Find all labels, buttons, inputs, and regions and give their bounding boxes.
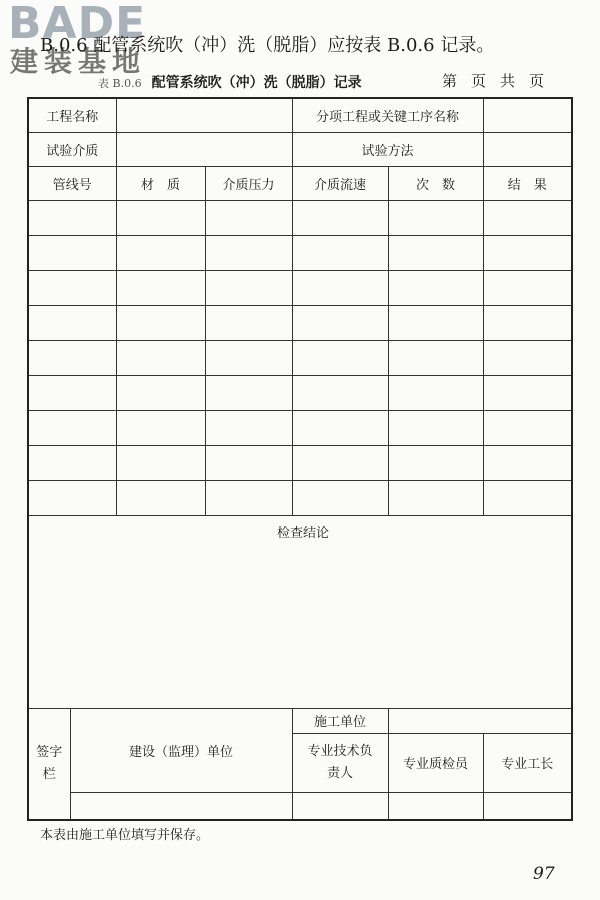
table-cell[interactable] bbox=[28, 445, 116, 480]
col-header-count: 次 数 bbox=[388, 166, 483, 200]
table-cell[interactable] bbox=[483, 235, 572, 270]
table-cell[interactable] bbox=[483, 270, 572, 305]
sub-project-label: 分项工程或关键工序名称 bbox=[292, 98, 483, 132]
table-number: 表 B.0.6 bbox=[98, 77, 142, 90]
supervision-unit-label: 建设（监理）单位 bbox=[70, 708, 292, 792]
table-cell[interactable] bbox=[28, 270, 116, 305]
foreman-label: 专业工长 bbox=[483, 733, 572, 792]
table-cell[interactable] bbox=[116, 480, 205, 515]
table-cell[interactable] bbox=[116, 340, 205, 375]
table-cell[interactable] bbox=[116, 235, 205, 270]
test-method-label: 试验方法 bbox=[292, 132, 483, 166]
table-cell[interactable] bbox=[205, 410, 292, 445]
quality-inspector-label: 专业质检员 bbox=[388, 733, 483, 792]
sub-project-value[interactable] bbox=[483, 98, 572, 132]
page-number: 97 bbox=[533, 864, 555, 884]
table-cell[interactable] bbox=[205, 445, 292, 480]
table-cell[interactable] bbox=[388, 200, 483, 235]
table-footnote: 本表由施工单位填写并保存。 bbox=[40, 828, 210, 843]
table-row bbox=[28, 132, 572, 166]
table-cell[interactable] bbox=[483, 200, 572, 235]
table-cell[interactable] bbox=[205, 270, 292, 305]
tech-lead-label: 专业技术负责人 bbox=[292, 733, 388, 792]
table-cell[interactable] bbox=[116, 270, 205, 305]
col-header-result: 结 果 bbox=[483, 166, 572, 200]
column-header-row bbox=[28, 166, 572, 200]
col-header-material: 材 质 bbox=[116, 166, 205, 200]
table-cell[interactable] bbox=[388, 340, 483, 375]
table-cell[interactable] bbox=[292, 235, 388, 270]
pager-di: 第 bbox=[441, 72, 471, 90]
table-cell[interactable] bbox=[388, 375, 483, 410]
table-cell[interactable] bbox=[483, 410, 572, 445]
table-cell[interactable] bbox=[292, 410, 388, 445]
table-cell[interactable] bbox=[28, 305, 116, 340]
table-cell[interactable] bbox=[292, 375, 388, 410]
test-medium-value[interactable] bbox=[116, 132, 292, 166]
table-cell[interactable] bbox=[388, 305, 483, 340]
quality-inspector-signature[interactable] bbox=[388, 792, 483, 820]
conclusion-row bbox=[28, 515, 572, 708]
section-heading: B.0.6 配管系统吹（冲）洗（脱脂）应按表 B.0.6 记录。 bbox=[40, 35, 495, 56]
table-cell[interactable] bbox=[28, 410, 116, 445]
conclusion-area[interactable] bbox=[28, 515, 572, 708]
table-cell[interactable] bbox=[28, 340, 116, 375]
table-cell[interactable] bbox=[483, 305, 572, 340]
table-cell[interactable] bbox=[205, 375, 292, 410]
table-row bbox=[28, 708, 572, 733]
table-cell[interactable] bbox=[116, 445, 205, 480]
table-row bbox=[28, 410, 572, 445]
table-cell[interactable] bbox=[205, 200, 292, 235]
table-caption bbox=[98, 72, 362, 92]
table-cell[interactable] bbox=[28, 200, 116, 235]
table-cell[interactable] bbox=[28, 480, 116, 515]
table-cell[interactable] bbox=[116, 375, 205, 410]
table-cell[interactable] bbox=[388, 270, 483, 305]
table-row bbox=[28, 200, 572, 235]
table-row bbox=[28, 375, 572, 410]
project-name-label: 工程名称 bbox=[28, 98, 116, 132]
table-cell[interactable] bbox=[388, 235, 483, 270]
construction-unit-label: 施工单位 bbox=[292, 708, 388, 733]
table-row bbox=[28, 445, 572, 480]
conclusion-label: 检查结论 bbox=[277, 525, 330, 541]
pager-ye-1: 页 bbox=[470, 72, 500, 90]
pager-ye-2: 页 bbox=[528, 72, 558, 90]
table-cell[interactable] bbox=[205, 235, 292, 270]
table-row bbox=[28, 98, 572, 132]
table-row bbox=[28, 235, 572, 270]
watermark-latin: BADE bbox=[8, 0, 147, 49]
table-cell[interactable] bbox=[292, 480, 388, 515]
table-cell[interactable] bbox=[205, 305, 292, 340]
col-header-velocity: 介质流速 bbox=[292, 166, 388, 200]
table-cell[interactable] bbox=[292, 305, 388, 340]
table-row bbox=[28, 792, 572, 820]
table-cell[interactable] bbox=[292, 200, 388, 235]
table-cell[interactable] bbox=[483, 375, 572, 410]
table-cell[interactable] bbox=[483, 445, 572, 480]
col-header-pressure: 介质压力 bbox=[205, 166, 292, 200]
table-cell[interactable] bbox=[388, 410, 483, 445]
table-cell[interactable] bbox=[116, 200, 205, 235]
table-cell[interactable] bbox=[388, 445, 483, 480]
table-title: 配管系统吹（冲）洗（脱脂）记录 bbox=[151, 75, 362, 91]
col-header-line-no: 管线号 bbox=[28, 166, 116, 200]
watermark-chinese: 建装基地 bbox=[10, 45, 147, 78]
table-cell[interactable] bbox=[483, 480, 572, 515]
table-cell[interactable] bbox=[116, 410, 205, 445]
table-row bbox=[28, 340, 572, 375]
table-cell[interactable] bbox=[292, 340, 388, 375]
table-cell[interactable] bbox=[483, 340, 572, 375]
project-name-value[interactable] bbox=[116, 98, 292, 132]
table-row bbox=[28, 270, 572, 305]
signature-field-label: 签字栏 bbox=[28, 708, 70, 820]
foreman-signature[interactable] bbox=[483, 792, 572, 820]
table-row bbox=[28, 305, 572, 340]
table-cell[interactable] bbox=[388, 480, 483, 515]
pager-gong: 共 bbox=[499, 72, 529, 90]
test-method-value[interactable] bbox=[483, 132, 572, 166]
construction-unit-value[interactable] bbox=[388, 708, 572, 733]
table-cell[interactable] bbox=[292, 270, 388, 305]
table-cell[interactable] bbox=[116, 305, 205, 340]
supervision-signature[interactable] bbox=[70, 792, 292, 820]
tech-lead-signature[interactable] bbox=[292, 792, 388, 820]
record-form-table bbox=[27, 97, 573, 821]
table-cell[interactable] bbox=[292, 445, 388, 480]
table-cell[interactable] bbox=[28, 235, 116, 270]
test-medium-label: 试验介质 bbox=[28, 132, 116, 166]
table-cell[interactable] bbox=[205, 340, 292, 375]
table-cell[interactable] bbox=[205, 480, 292, 515]
table-row bbox=[28, 480, 572, 515]
table-cell[interactable] bbox=[28, 375, 116, 410]
page-counter bbox=[442, 70, 558, 91]
